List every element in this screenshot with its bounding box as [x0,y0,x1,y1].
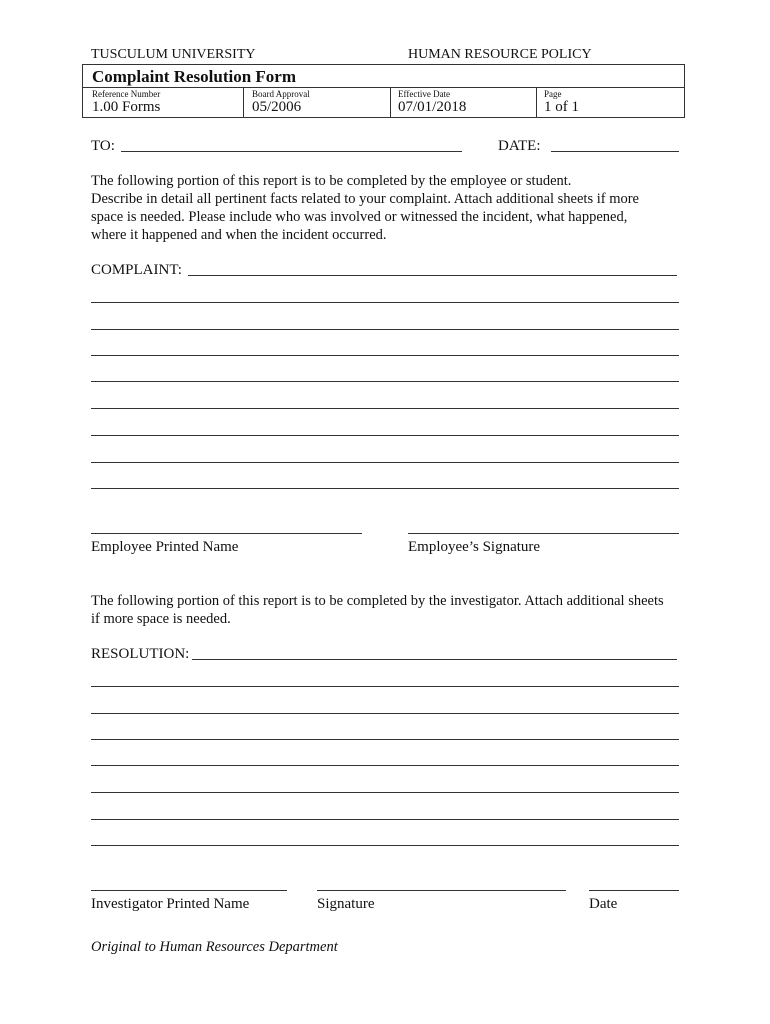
form-title: Complaint Resolution Form [92,67,296,86]
effective-date-label: Effective Date [398,89,451,99]
form-header-box [82,64,685,118]
effective-date-value: 07/01/2018 [398,99,467,115]
investigator-printed-name-label: Investigator Printed Name [91,896,250,912]
complaint-line[interactable] [91,329,679,330]
page-label: Page [544,89,562,99]
resolution-line[interactable] [91,845,679,846]
resolution-line[interactable] [91,686,679,687]
university-name: TUSCULUM UNIVERSITY [91,47,256,62]
investigator-date-label: Date [589,896,618,912]
footer-note: Original to Human Resources Department [91,939,338,955]
header-cell-divider [390,87,391,117]
resolution-label: RESOLUTION: [91,646,190,662]
investigator-date-field[interactable] [589,890,679,891]
instruction-line: The following portion of this report is to be completed by the investigator. Attach additional sheets [91,593,664,609]
resolution-line[interactable] [91,792,679,793]
employee-printed-name-field[interactable] [91,533,362,534]
complaint-field-first-line[interactable] [188,275,677,276]
instruction-line: where it happened and when the incident occurred. [91,227,387,243]
page-value: 1 of 1 [544,99,579,115]
resolution-line[interactable] [91,765,679,766]
header-cell-divider [243,87,244,117]
investigator-signature-field[interactable] [317,890,566,891]
policy-title: HUMAN RESOURCE POLICY [408,47,592,62]
investigator-printed-name-field[interactable] [91,890,287,891]
to-field[interactable] [121,151,462,152]
employee-printed-name-label: Employee Printed Name [91,539,239,555]
reference-number-value: 1.00 Forms [92,99,161,115]
header-cell-divider [536,87,537,117]
investigator-instructions [91,592,691,628]
instruction-line: Describe in detail all pertinent facts related to your complaint. Attach additional sheets if more [91,191,639,207]
board-approval-label: Board Approval [252,89,310,99]
header-divider [83,87,684,88]
complaint-line[interactable] [91,435,679,436]
date-field[interactable] [551,151,679,152]
resolution-line[interactable] [91,713,679,714]
complaint-line[interactable] [91,462,679,463]
date-label: DATE: [498,138,541,154]
complaint-line[interactable] [91,355,679,356]
resolution-line[interactable] [91,819,679,820]
instruction-line: The following portion of this report is to be completed by the employee or student. [91,173,572,189]
to-label: TO: [91,138,115,154]
employee-signature-label: Employee’s Signature [408,539,541,555]
resolution-field-first-line[interactable] [192,659,677,660]
board-approval-value: 05/2006 [252,99,302,115]
employee-instructions [91,172,691,244]
instruction-line: space is needed. Please include who was involved or witnessed the incident, what happened, [91,209,628,225]
complaint-line[interactable] [91,302,679,303]
complaint-line[interactable] [91,488,679,489]
instruction-line: if more space is needed. [91,611,231,627]
complaint-line[interactable] [91,381,679,382]
reference-number-label: Reference Number [92,89,161,99]
signature-label: Signature [317,896,375,912]
complaint-line[interactable] [91,408,679,409]
resolution-line[interactable] [91,739,679,740]
employee-signature-field[interactable] [408,533,679,534]
complaint-label: COMPLAINT: [91,262,182,278]
